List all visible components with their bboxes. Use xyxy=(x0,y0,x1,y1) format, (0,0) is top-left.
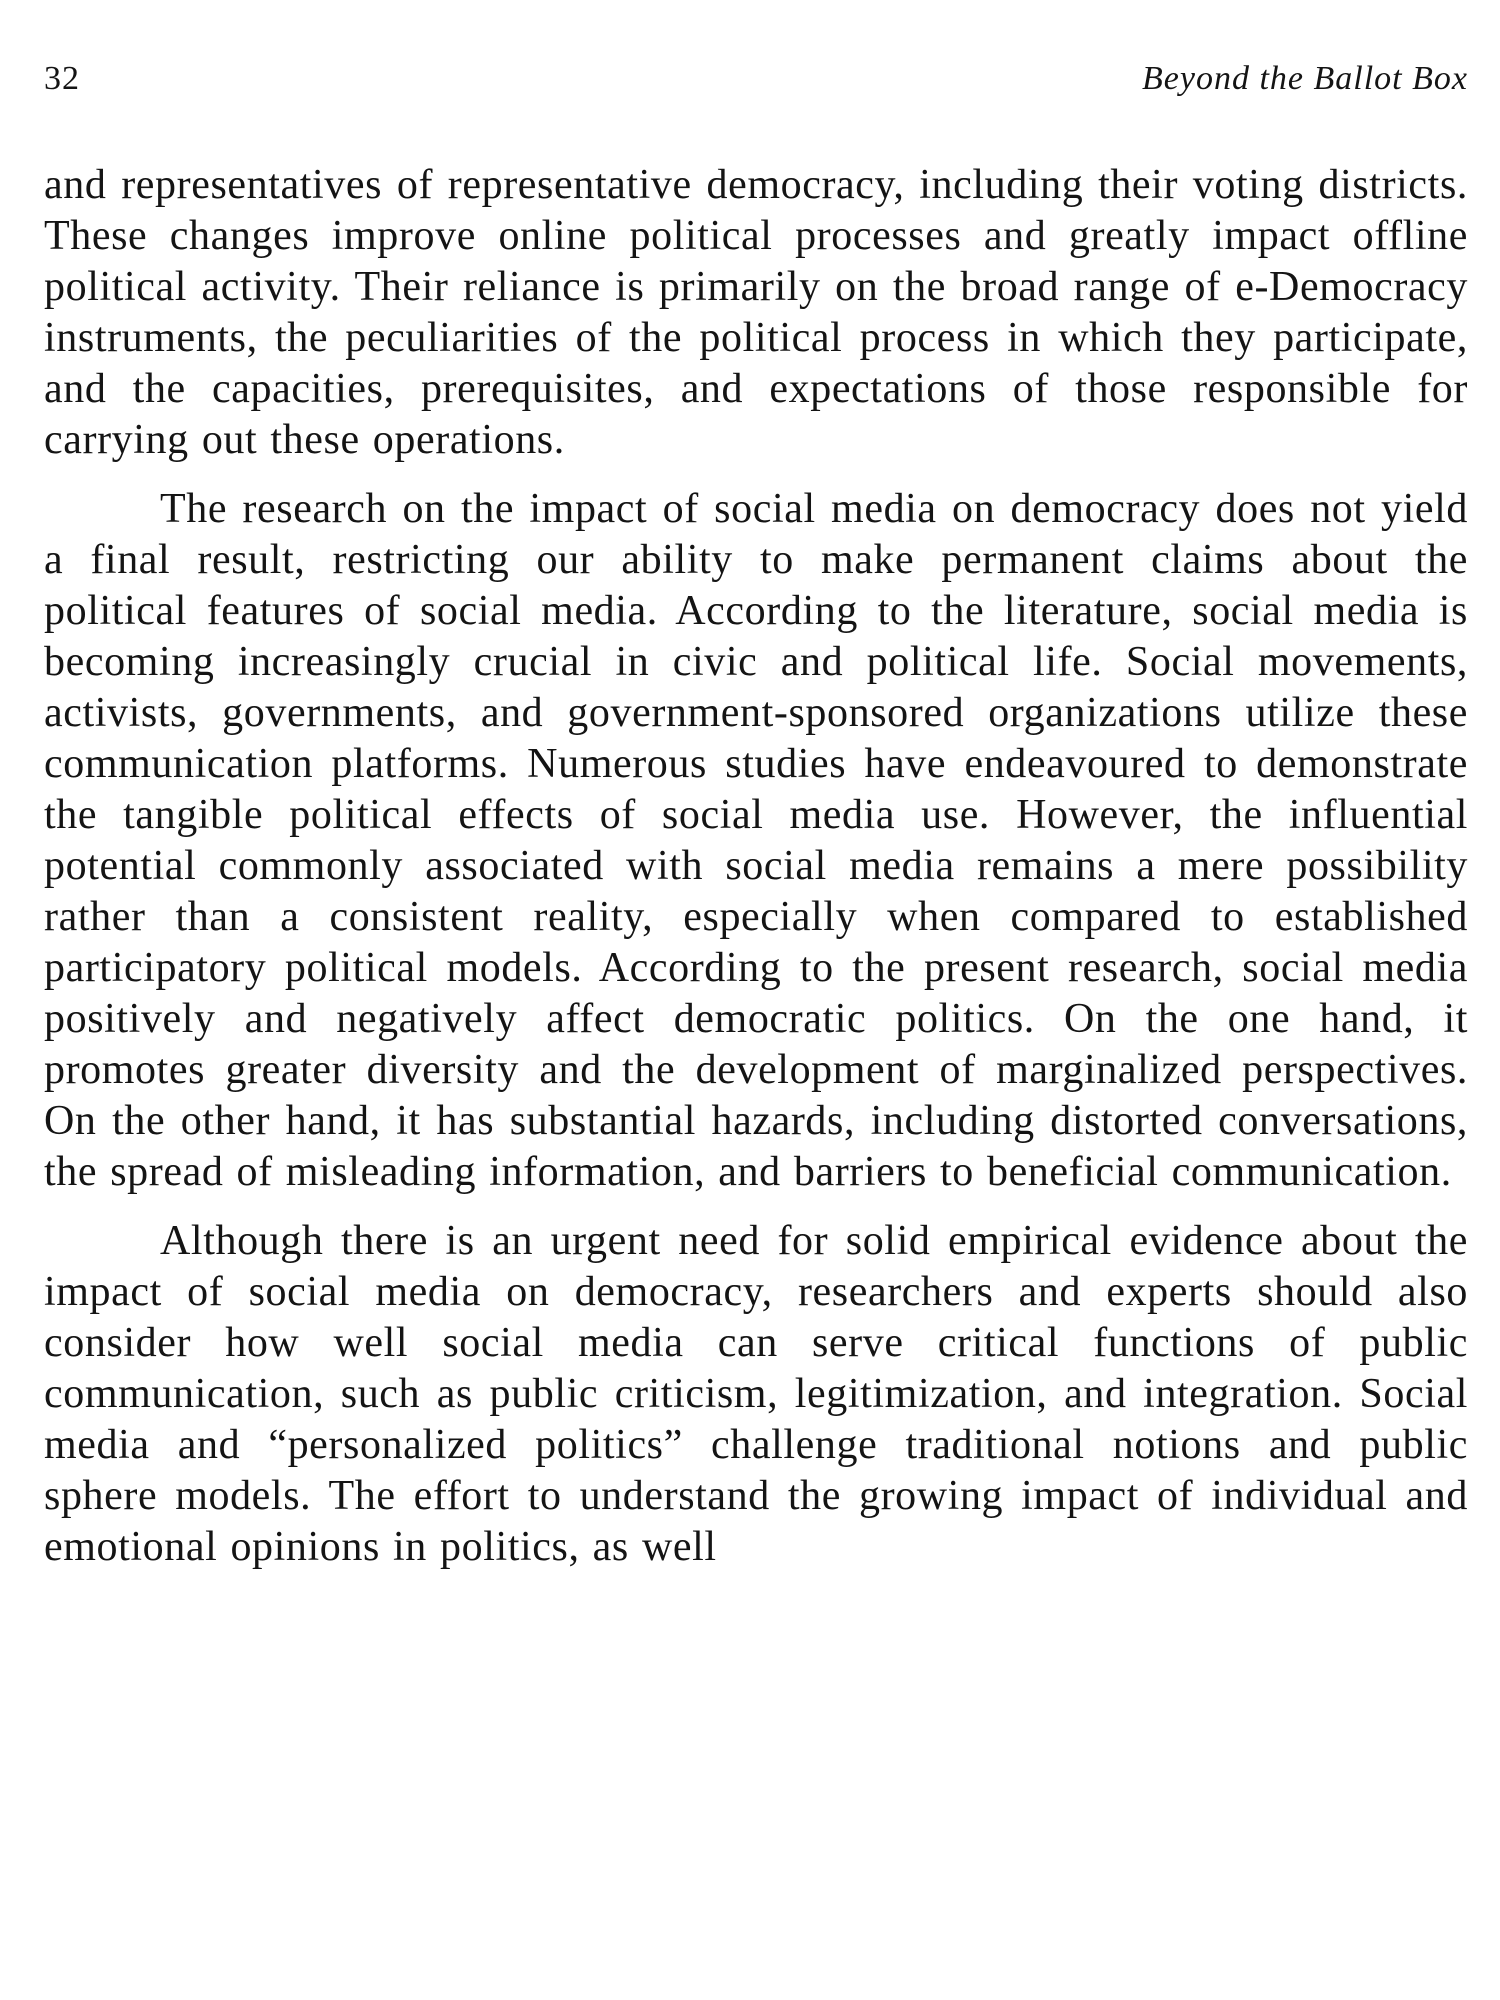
body-text xyxy=(44,160,1468,1573)
running-head: Beyond the Ballot Box xyxy=(1142,60,1468,97)
page-header xyxy=(44,60,1468,110)
page-number: 32 xyxy=(44,60,80,97)
book-page xyxy=(44,0,1468,2000)
paragraph: The research on the impact of social media on democracy does not yield a final result, restricting our ability to make permanent claims about the political features of social media. According to the literature, social media is becoming increasingly crucial in civic and political life. Social movements, activists, governments, and government-sponsored organizations utilize these communication platforms. Numerous studies have endeavoured to demonstrate the tangible political effects of social media use. However, the influential potential commonly associated with social media remains a mere possibility rather than a consistent reality, especially when compared to established participatory political models. According to the present research, social media positively and negatively affect democratic politics. On the one hand, it promotes greater diversity and the development of marginalized perspectives. On the other hand, it has substantial hazards, including distorted conversations, the spread of misleading information, and barriers to beneficial communication. xyxy=(44,486,1468,1195)
paragraph: Although there is an urgent need for solid empirical evidence about the impact of social media on democracy, researchers and experts should also consider how well social media can serve critical functions of public communication, such as public criticism, legitimization, and integration. Social media and “personalized politics” challenge traditional notions and public sphere models. The effort to understand the growing impact of individual and emotional opinions in politics, as well xyxy=(44,1218,1468,1570)
paragraph-continued: and representatives of representative democracy, including their voting districts. These changes improve online political processes and greatly impact offline political activity. Their reliance is primarily on the broad range of e-Democracy instruments, the peculiarities of the political process in which they participate, and the capacities, prerequisites, and expectations of those responsible for carrying out these operations. xyxy=(44,162,1468,463)
